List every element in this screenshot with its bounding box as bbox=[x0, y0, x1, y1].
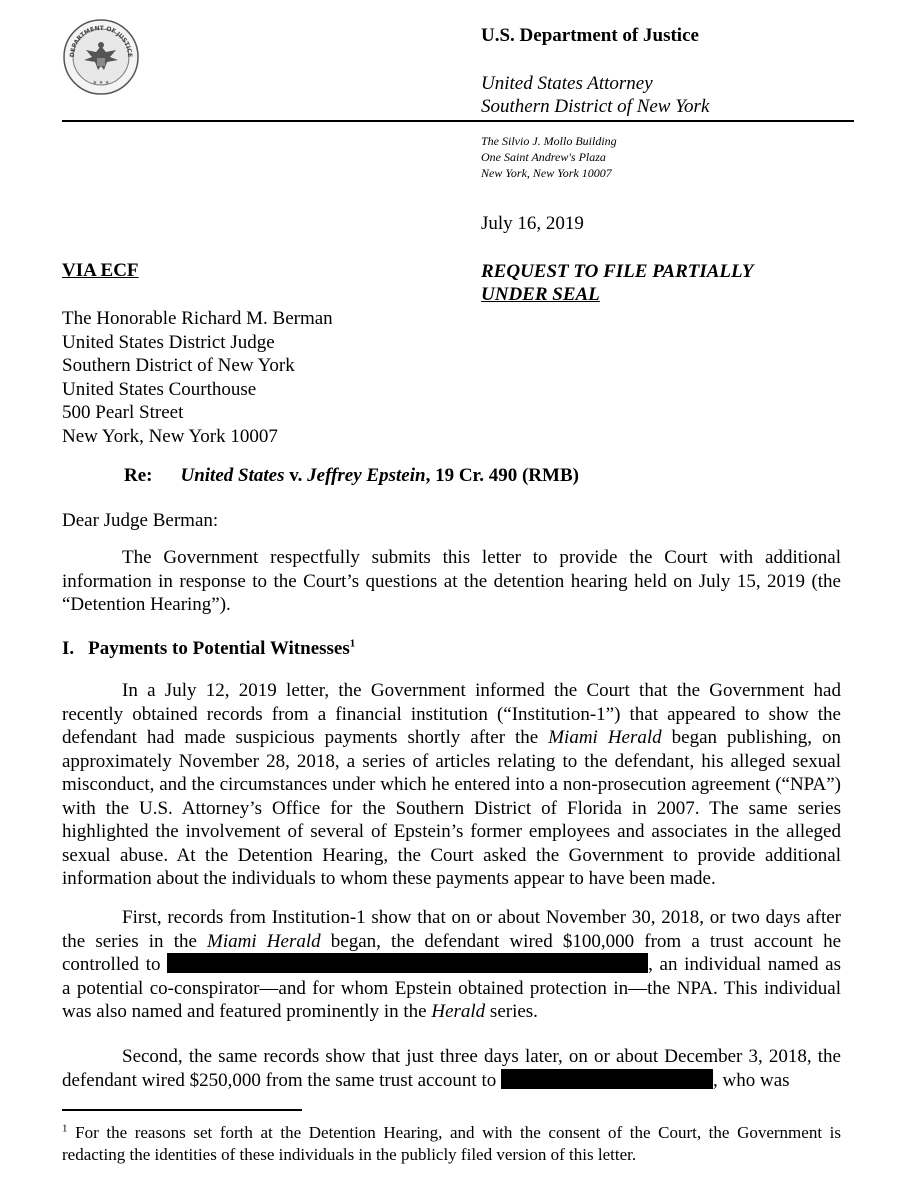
paragraph-text bbox=[62, 679, 841, 891]
recipient-line: 500 Pearl Street bbox=[62, 402, 184, 423]
case-versus: v. bbox=[284, 465, 308, 486]
doj-seal-icon bbox=[62, 18, 140, 96]
footnote-reference: 1 bbox=[349, 637, 356, 650]
seal-request-line: UNDER SEAL bbox=[481, 284, 600, 305]
text-run: began, the defendant wired $100,000 from a trust account he controlled to bbox=[62, 930, 841, 975]
redaction-bar bbox=[501, 1069, 713, 1089]
office-name bbox=[481, 72, 709, 118]
publication-name: Herald bbox=[431, 1001, 486, 1022]
footnote-text bbox=[62, 1122, 841, 1166]
footnote-mark: 1 bbox=[62, 1122, 68, 1135]
svg-text:★ ★ ★: ★ ★ ★ bbox=[92, 80, 110, 86]
re-line bbox=[124, 465, 579, 487]
footnote-divider bbox=[62, 1109, 302, 1111]
recipient-line: United States District Judge bbox=[62, 331, 275, 353]
paragraph-payments-context bbox=[62, 679, 841, 891]
case-party: United States bbox=[180, 465, 285, 486]
svg-text:DEPARTMENT OF JUSTICE: DEPARTMENT OF JUSTICE bbox=[68, 24, 134, 58]
letter-date: July 16, 2019 bbox=[481, 213, 584, 234]
paragraph-text: The Government respectfully submits this letter to provide the Court with additional information in response to the Court’s questions at the detention hearing held on July 15, 2019 (the “Detention Hearing”). bbox=[62, 547, 841, 615]
address-line: The Silvio J. Mollo Building bbox=[481, 134, 617, 148]
publication-name: Miami Herald bbox=[548, 727, 662, 748]
text-run: , an individual named as a potential co-conspirator—and for whom Epstein obtained protection in—the NPA. This individual was also named and featured prominently in the bbox=[62, 954, 841, 1022]
seal-request-heading bbox=[481, 260, 754, 306]
publication-name: Miami Herald bbox=[207, 930, 321, 952]
case-number: , 19 Cr. 490 (RMB) bbox=[425, 465, 579, 486]
text-run: began publishing, on approximately November 28, 2018, a series of articles relating to the defendant, his alleged sexual misconduct, and the circumstances under which he entered into a non-prosecution agreement (“NPA”) with the U.S. Attorney’s Office for the Southern District of Florida in 2007. The same series highlighted the involvement of several of Epstein’s former employees and associates in the alleged sexual abuse. At the Detention Hearing, the Court asked the Government to provide additional information about the individuals to whom these payments appear to have been made. bbox=[62, 727, 842, 889]
paragraph-second-payment bbox=[62, 1045, 841, 1092]
recipient-line: The Honorable Richard M. Berman bbox=[62, 308, 333, 329]
redaction-bar bbox=[167, 953, 648, 973]
letterhead-divider bbox=[62, 120, 854, 122]
text-run: In a July 12, 2019 letter, the Government informed the Court that the Government had recently obtained records from a financial institution (“Institution-1”) that appeared to show the defendant had made suspicious payments shortly after the bbox=[62, 680, 841, 748]
seal-request-line: REQUEST TO FILE PARTIALLY bbox=[481, 261, 754, 282]
address-line: New York, New York 10007 bbox=[481, 166, 612, 180]
case-party: Jeffrey Epstein bbox=[307, 465, 426, 486]
section-number: I. bbox=[62, 638, 75, 659]
case-caption bbox=[180, 465, 578, 486]
recipient-line: Southern District of New York bbox=[62, 355, 295, 376]
address-line: One Saint Andrew's Plaza bbox=[481, 150, 606, 164]
paragraph-text bbox=[62, 1045, 841, 1092]
intro-paragraph bbox=[62, 546, 841, 617]
agency-name: U.S. Department of Justice bbox=[481, 25, 699, 46]
section-heading bbox=[62, 638, 355, 660]
footnote bbox=[62, 1122, 841, 1166]
paragraph-first-payment bbox=[62, 906, 841, 1024]
section-title: Payments to Potential Witnesses bbox=[88, 638, 350, 659]
paragraph-text bbox=[62, 906, 841, 1024]
recipient-line: New York, New York 10007 bbox=[62, 425, 278, 447]
text-run: Second, the same records show that just three days later, on or about December 3, 2018, the defendant wired $250,000 from the same trust account to bbox=[62, 1046, 841, 1091]
salutation: Dear Judge Berman: bbox=[62, 510, 219, 531]
text-run: series. bbox=[485, 1001, 538, 1022]
recipient-line: United States Courthouse bbox=[62, 378, 257, 400]
office-line: Southern District of New York bbox=[481, 96, 710, 117]
re-label: Re: bbox=[124, 465, 153, 486]
via-ecf-label: VIA ECF bbox=[62, 260, 139, 281]
footnote-body: For the reasons set forth at the Detention Hearing, and with the consent of the Court, the Government is redacting the identities of these individuals in the publicly filed version of this letter. bbox=[62, 1123, 841, 1164]
office-address bbox=[481, 133, 617, 181]
text-run: , who was bbox=[713, 1069, 790, 1091]
recipient-block bbox=[62, 307, 333, 448]
office-line: United States Attorney bbox=[481, 73, 653, 94]
text-run: First, records from Institution-1 show that on or about November 30, 2018, or two days after the series in the bbox=[62, 907, 841, 952]
